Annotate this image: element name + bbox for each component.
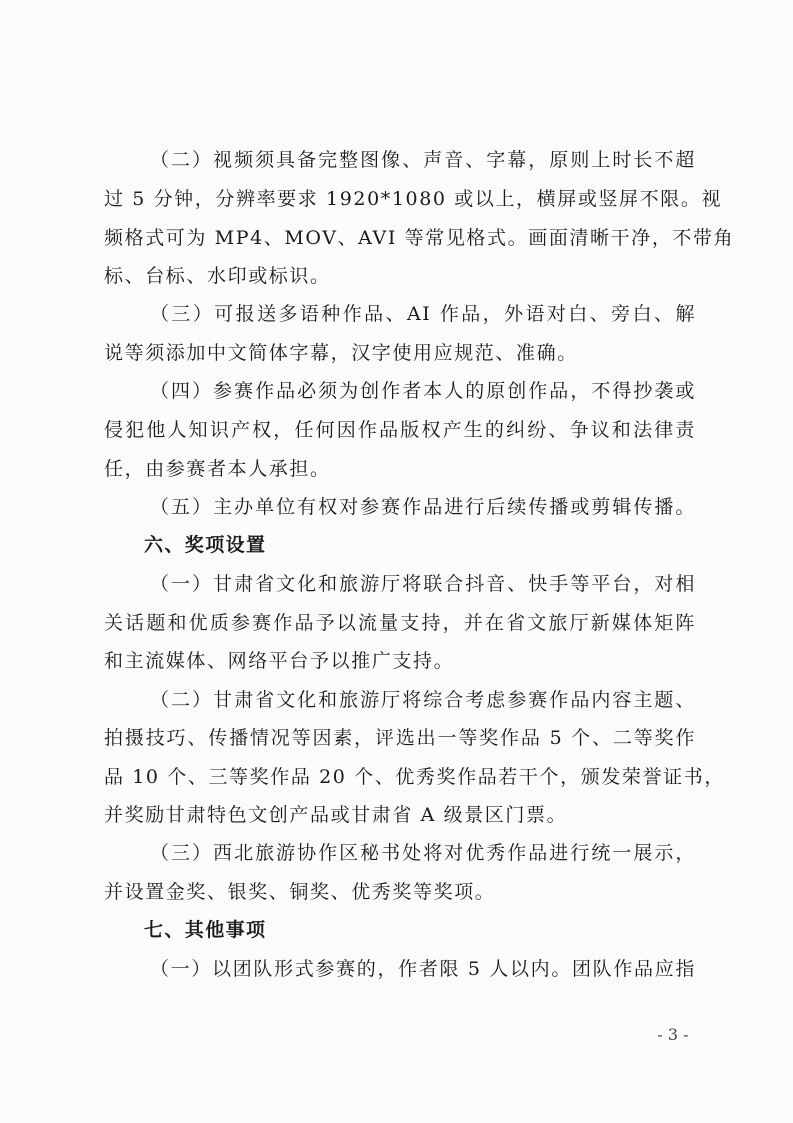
page-number: - 3 -	[657, 1025, 689, 1044]
paragraph-line: （二）甘肃省文化和旅游厅将综合考虑参赛作品内容主题、	[150, 689, 696, 711]
paragraph-line: 说等须添加中文简体字幕，汉字使用应规范、准确。	[104, 342, 578, 364]
paragraph-line: 品 10 个、三等奖作品 20 个、优秀奖作品若干个，颁发荣誉证书，	[104, 766, 725, 788]
paragraph-line: （五）主办单位有权对参赛作品进行后续传播或剪辑传播。	[150, 496, 696, 518]
paragraph-line: （三）可报送多语种作品、AI 作品，外语对白、旁白、解	[150, 303, 696, 325]
paragraph-line: （三）西北旅游协作区秘书处将对优秀作品进行统一展示，	[150, 842, 696, 864]
paragraph-line: （四）参赛作品必须为创作者本人的原创作品，不得抄袭或	[150, 380, 696, 402]
section-heading: 六、奖项设置	[144, 534, 267, 556]
paragraph-line: （一）甘肃省文化和旅游厅将联合抖音、快手等平台，对相	[150, 573, 696, 595]
paragraph-line: 和主流媒体、网络平台予以推广支持。	[104, 650, 455, 672]
section-heading: 七、其他事项	[144, 919, 267, 941]
paragraph-line: 并设置金奖、银奖、铜奖、优秀奖等奖项。	[104, 881, 496, 903]
paragraph-line: （二）视频须具备完整图像、声音、字幕，原则上时长不超	[150, 149, 696, 171]
paragraph-line: 频格式可为 MP4、MOV、AVI 等常见格式。画面清晰干净，不带角	[104, 227, 735, 249]
paragraph-line: 侵犯他人知识产权，任何因作品版权产生的纠纷、争议和法律责	[104, 419, 696, 441]
paragraph-line: 过 5 分钟，分辨率要求 1920*1080 或以上，横屏或竖屏不限。视	[104, 188, 723, 210]
paragraph-line: 拍摄技巧、传播情况等因素，评选出一等奖作品 5 个、二等奖作	[104, 727, 696, 749]
paragraph-line: （一）以团队形式参赛的，作者限 5 人以内。团队作品应指	[150, 958, 696, 980]
paragraph-line: 任，由参赛者本人承担。	[104, 458, 331, 480]
paragraph-line: 关话题和优质参赛作品予以流量支持，并在省文旅厅新媒体矩阵	[104, 612, 696, 634]
paragraph-line: 标、台标、水印或标识。	[104, 265, 331, 287]
paragraph-line: 并奖励甘肃特色文创产品或甘肃省 A 级景区门票。	[104, 804, 568, 826]
